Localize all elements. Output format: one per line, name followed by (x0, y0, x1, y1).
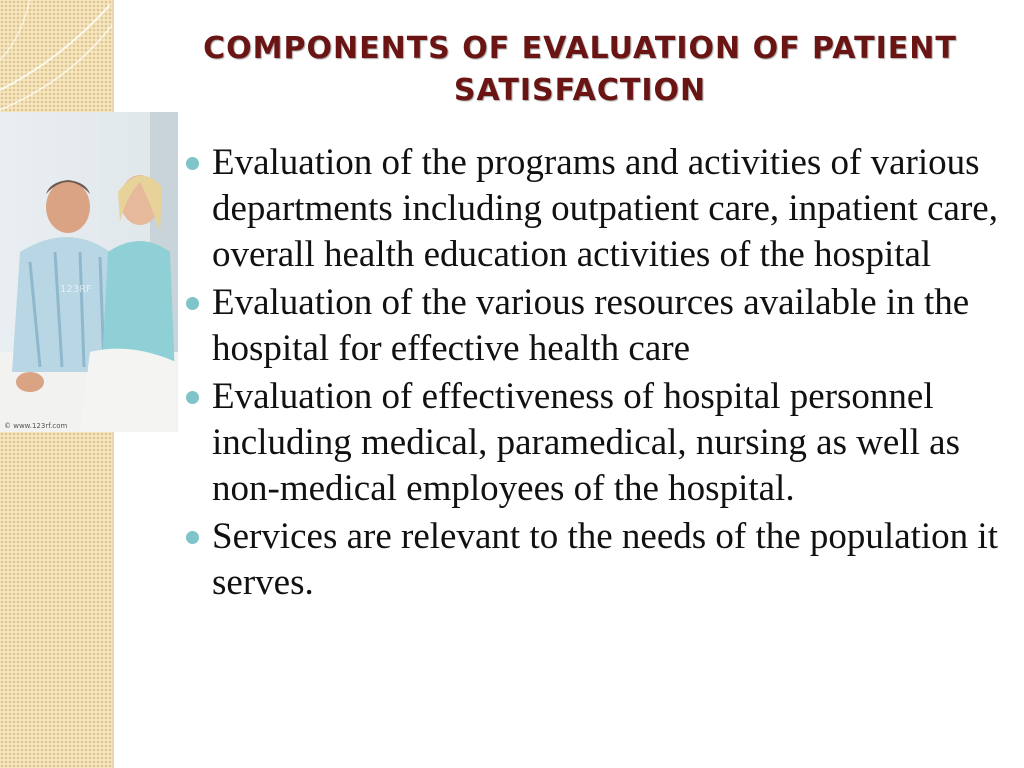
bullet-dot-icon (186, 157, 199, 170)
bullet-dot-icon (186, 531, 199, 544)
bullet-item (186, 374, 1016, 512)
bullet-dot-icon (186, 391, 199, 404)
bullet-list (186, 140, 1016, 608)
bullet-item (186, 514, 1016, 606)
corner-arc-decoration (0, 0, 115, 115)
bullet-item (186, 280, 1016, 372)
photo-watermark: © www.123rf.com (4, 422, 68, 430)
slide-title: COMPONENTS OF EVALUATION OF PATIENT SATISFACTION (203, 31, 957, 108)
bullet-text: Services are relevant to the needs of the population it serves. (212, 516, 998, 603)
bullet-item (186, 140, 1016, 278)
bullet-text: Evaluation of the various resources available in the hospital for effective health care (212, 282, 970, 369)
patient-nurse-photo (0, 112, 178, 432)
bullet-dot-icon (186, 297, 199, 310)
photo-stamp: 123RF (60, 284, 92, 295)
bullet-text: Evaluation of effectiveness of hospital personnel including medical, paramedical, nursing as well as non-medical employees of the hospital. (212, 376, 960, 509)
bullet-text: Evaluation of the programs and activities of various departments including outpatient care, inpatient care, overall health education activities of the hospital (212, 142, 998, 275)
